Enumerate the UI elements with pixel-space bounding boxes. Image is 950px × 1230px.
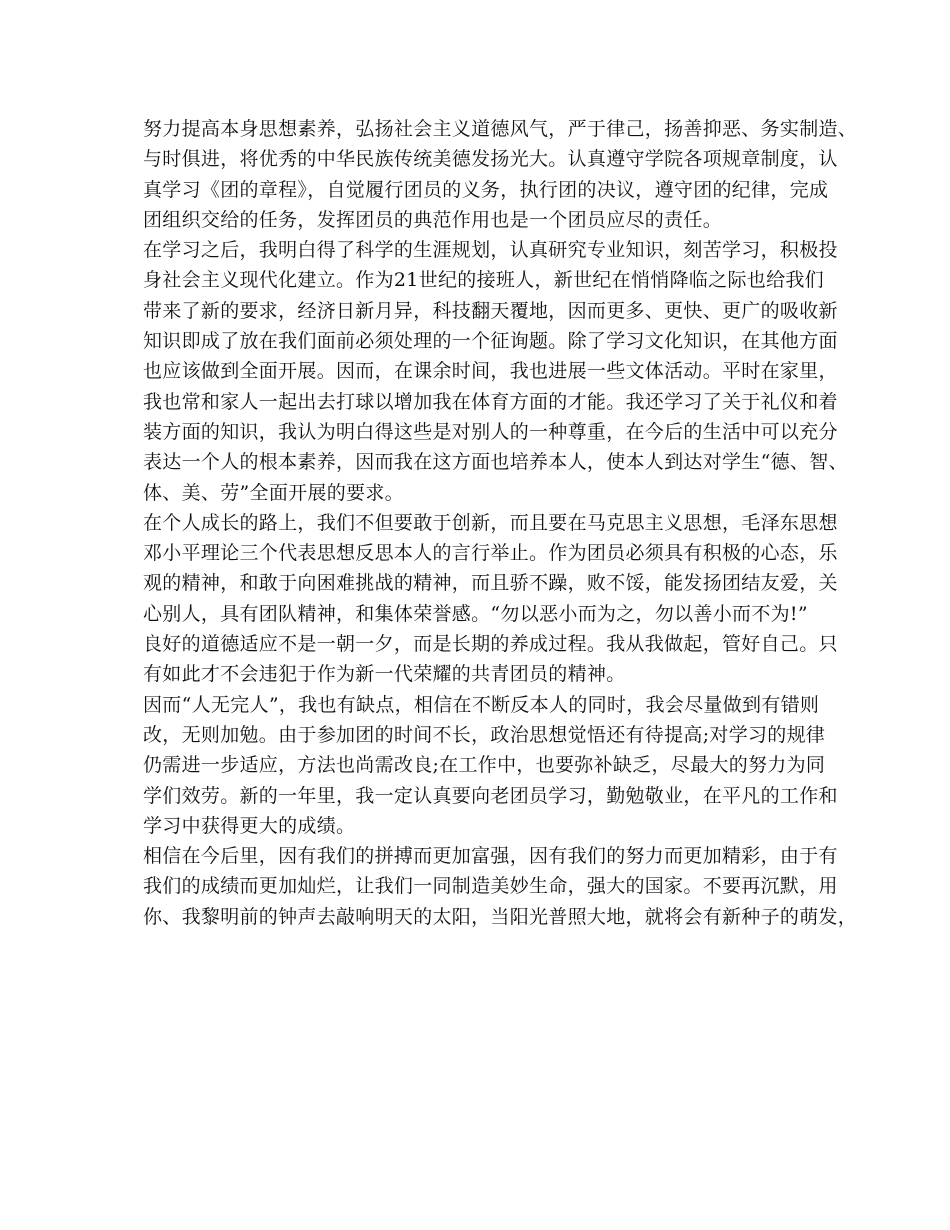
document-body: [143, 114, 858, 932]
text-line: 仍需进一步适应，方法也尚需改良;在工作中，也要弥补缺乏，尽最大的努力为同: [143, 754, 826, 777]
text-line: 真学习《团的章程》，自觉履行团员的义务，执行团的决议，遵守团的纪律，完成: [143, 178, 829, 201]
text-line: 装方面的知识，我认为明白得这些是对别人的一种尊重，在今后的生活中可以充分: [143, 420, 838, 443]
text-line: 学们效劳。新的一年里，我一定认真要向老团员学习，勤勉敬业，在平凡的工作和: [143, 784, 838, 807]
text-line: 邓小平理论三个代表思想反思本人的言行举止。作为团员必须具有积极的心态，乐: [143, 542, 838, 565]
text-line: 相信在今后里，因有我们的拼搏而更加富强，因有我们的努力而更加精彩，由于有: [143, 845, 838, 868]
text-line: 身社会主义现代化建立。作为21世纪的接班人，新世纪在悄悄降临之际也给我们: [143, 269, 824, 292]
text-line: 也应该做到全面开展。因而，在课余时间，我也进展一些文体活动。平时在家里，: [143, 360, 838, 383]
text-line: 努力提高本身思想素养，弘扬社会主义道德风气，严于律己，扬善抑恶、务实制造、: [143, 118, 858, 140]
text-line: 我们的成绩而更加灿烂，让我们一同制造美妙生命，强大的国家。不要再沉默，用: [143, 875, 838, 898]
text-line: 学习中获得更大的成绩。: [143, 814, 356, 837]
text-line: 有如此才不会违犯于作为新一代荣耀的共青团员的精神。: [143, 663, 626, 686]
text-line: 我也常和家人一起出去打球以增加我在体育方面的才能。我还学习了关于礼仪和着: [143, 390, 838, 413]
text-line: 在个人成长的路上，我们不但要敢于创新，而且要在马克思主义思想，毛泽东思想: [143, 511, 838, 534]
text-line: 带来了新的要求，经济日新月异，科技翻天覆地，因而更多、更快、更广的吸收新: [143, 299, 838, 322]
text-line: 与时俱进，将优秀的中华民族传统美德发扬光大。认真遵守学院各项规章制度，认: [143, 148, 838, 171]
text-line: 表达一个人的根本素养，因而我在这方面也培养本人，使本人到达对学生“德、智、: [143, 451, 848, 474]
text-line: 心别人，具有团队精神，和集体荣誉感。“勿以恶小而为之，勿以善小而不为!”: [143, 602, 808, 625]
text-line: 知识即成了放在我们面前必须处理的一个征询题。除了学习文化知识，在其他方面: [143, 330, 838, 353]
text-line: 你、我黎明前的钟声去敲响明天的太阳，当阳光普照大地，就将会有新种子的萌发，: [143, 905, 858, 928]
text-line: 良好的道德适应不是一朝一夕，而是长期的养成过程。我从我做起，管好自己。只: [143, 633, 838, 656]
text-line: 改，无则加勉。由于参加团的时间不长，政治思想觉悟还有待提高;对学习的规律: [143, 723, 826, 746]
text-line: 在学习之后，我明白得了科学的生涯规划，认真研究专业知识，刻苦学习，积极投: [143, 239, 838, 262]
text-line: 观的精神，和敢于向困难挑战的精神，而且骄不躁，败不馁，能发扬团结友爱，关: [143, 572, 838, 595]
text-line: 体、美、劳”全面开展的要求。: [143, 481, 404, 504]
text-line: 因而“人无完人”，我也有缺点，相信在不断反本人的同时，我会尽量做到有错则: [143, 693, 820, 716]
text-line: 团组织交给的任务，发挥团员的典范作用也是一个团员应尽的责任。: [143, 208, 723, 231]
